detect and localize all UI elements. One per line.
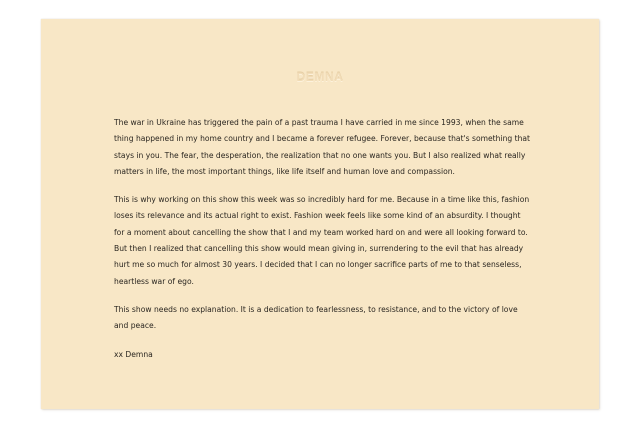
- paragraph-1: The war in Ukraine has triggered the pain of a past trauma I have carried in me since 1993, when the same thing happened in my home country and I became a forever refugee. Forever, because that's something that stays in you. The fear, the desperation, the realization that no one wants you. But I also realized what really matters in life, the most important things, like life itself and human love and compassion.: [114, 118, 531, 176]
- letter-body: [114, 115, 532, 363]
- paragraph-3: This show needs no explanation. It is a dedication to fearlessness, to resistance, and to the victory of love and peace.: [114, 304, 518, 331]
- letter-card: [41, 19, 599, 409]
- paragraph-2: This is why working on this show this week was so incredibly hard for me. Because in a time like this, fashion loses its relevance and its actual right to exist. Fashion week feels like some kind of an absurdity. I thought for a moment about cancelling the show that I and my team worked hard on and were all looking forward to. But then I realized that cancelling this show would mean giving in, surrendering to the evil that has already hurt me so much for almost 30 years. I decided that I can no longer sacrifice parts of me to that senseless, heartless war of ego.: [114, 195, 530, 286]
- signature: xx Demna: [114, 349, 153, 359]
- embossed-header: DEMNA: [296, 70, 344, 84]
